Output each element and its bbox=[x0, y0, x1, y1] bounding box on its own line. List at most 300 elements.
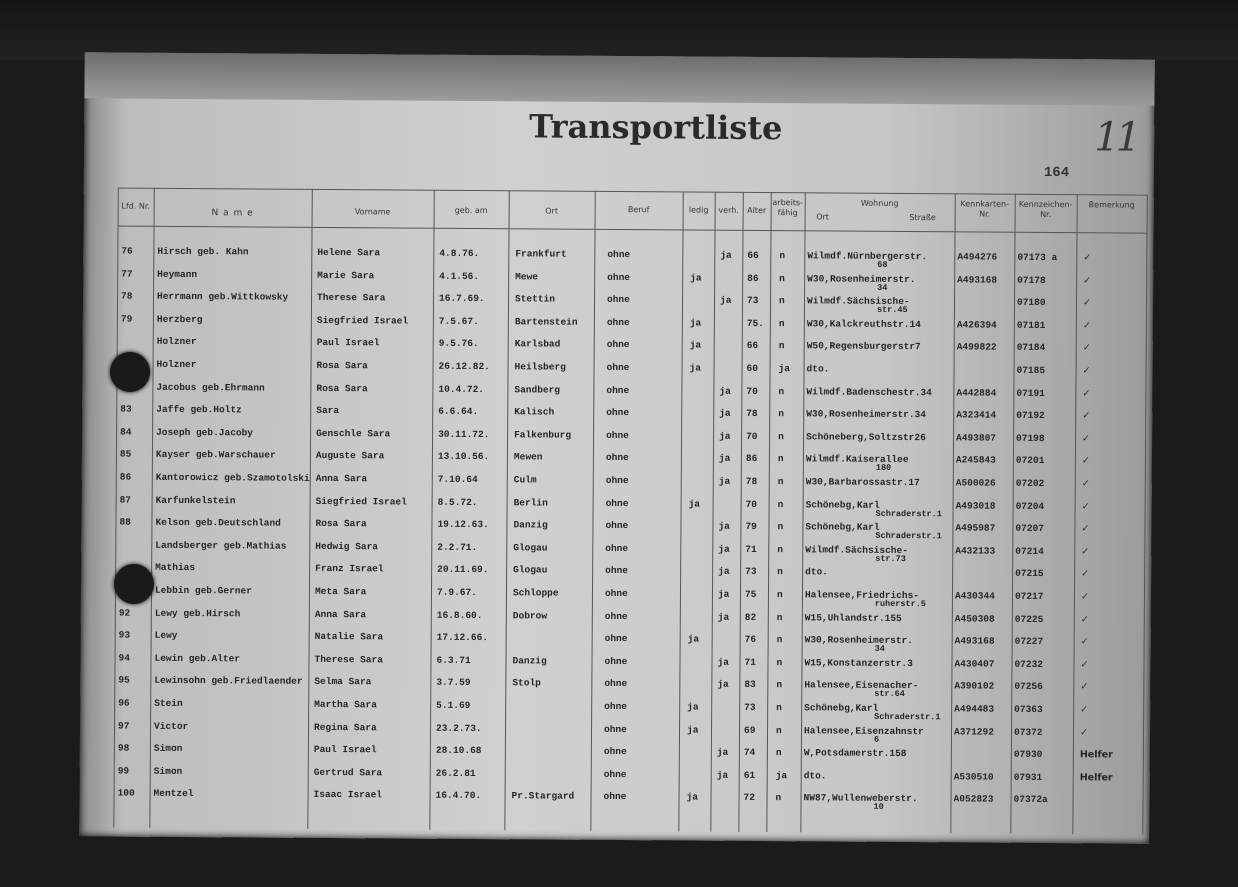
row-beruf: ohne bbox=[604, 700, 628, 713]
row-wohnung: W50,Regensburgerstr7 bbox=[806, 340, 921, 353]
row-wohnung-continued: Schraderstr.1 bbox=[875, 530, 942, 542]
row-wohnung-continued: Schraderstr.1 bbox=[875, 508, 942, 519]
row-geburtsdatum: 16.4.70. bbox=[435, 790, 482, 802]
row-alter: 61 bbox=[743, 769, 756, 781]
row-verheiratet: ja bbox=[717, 588, 730, 600]
row-ort: Glogau bbox=[513, 564, 548, 576]
row-bemerkung: ✓ bbox=[1082, 297, 1092, 309]
row-ort: Glogau bbox=[513, 542, 548, 554]
row-number: 87 bbox=[119, 494, 132, 506]
row-geburtsdatum: 19.12.63. bbox=[437, 518, 489, 531]
row-geburtsdatum: 10.4.72. bbox=[438, 383, 485, 395]
row-ort: Schloppe bbox=[512, 587, 559, 599]
row-kennkarte: A494276 bbox=[957, 251, 998, 263]
row-wohnung: W30,Kalckreuthstr.14 bbox=[806, 318, 921, 330]
row-alter: 60 bbox=[746, 362, 759, 374]
row-name: Simon bbox=[153, 765, 183, 777]
row-wohnung: Schönebg,Karl bbox=[804, 702, 879, 714]
row-bemerkung: ✓ bbox=[1080, 704, 1089, 716]
row-number: 93 bbox=[118, 629, 131, 641]
row-beruf: ohne bbox=[604, 587, 628, 600]
row-kennzeichen: 07173 a bbox=[1017, 251, 1058, 264]
row-vorname: Therese Sara bbox=[314, 653, 383, 666]
row-name: Mathias bbox=[155, 562, 196, 574]
row-arbeitsfaehig: n bbox=[776, 679, 783, 691]
row-number: 98 bbox=[117, 742, 130, 754]
row-verheiratet: ja bbox=[719, 294, 732, 306]
row-beruf: ohne bbox=[606, 294, 630, 306]
row-ort: Danzig bbox=[513, 519, 548, 531]
row-number: 99 bbox=[117, 765, 130, 777]
row-wohnung: W30,Rosenheimerstr.34 bbox=[806, 408, 927, 421]
row-vorname: Marie Sara bbox=[317, 269, 375, 281]
row-geburtsdatum: 6.6.64. bbox=[438, 405, 479, 418]
row-kennkarte: A495987 bbox=[955, 522, 996, 534]
punch-hole bbox=[110, 352, 150, 392]
row-wohnung: Wilmdf.Sächsische- bbox=[806, 295, 910, 308]
row-name: Lewin geb.Alter bbox=[154, 652, 241, 665]
row-verheiratet: ja bbox=[716, 746, 729, 758]
row-wohnung: dto. bbox=[806, 363, 830, 375]
row-wohnung-continued: 34 bbox=[877, 282, 888, 293]
row-bemerkung: ✓ bbox=[1079, 726, 1089, 738]
row-vorname: Anna Sara bbox=[315, 472, 368, 485]
row-arbeitsfaehig: n bbox=[777, 498, 784, 510]
row-name: Joseph geb.Jacoby bbox=[156, 426, 254, 439]
row-arbeitsfaehig: n bbox=[777, 566, 783, 578]
row-beruf: ohne bbox=[604, 610, 628, 622]
row-vorname: Siegfried Israel bbox=[315, 495, 407, 508]
row-kennzeichen: 07363 bbox=[1014, 703, 1043, 715]
row-bemerkung: ✓ bbox=[1081, 523, 1090, 535]
row-beruf: ohne bbox=[605, 565, 628, 577]
row-geburtsdatum: 3.7.59 bbox=[436, 677, 471, 689]
row-wohnung: NW87,Wullenweberstr. bbox=[803, 792, 918, 805]
row-ort: Frankfurt bbox=[515, 248, 567, 260]
transport-list-sheet bbox=[79, 52, 1154, 843]
row-number: 95 bbox=[118, 674, 130, 686]
row-kennzeichen: 07372 bbox=[1013, 726, 1043, 738]
row-name: Herzberg bbox=[156, 313, 203, 325]
row-vorname: Auguste Sara bbox=[315, 450, 385, 462]
row-beruf: ohne bbox=[605, 474, 629, 487]
row-wohnung-continued: Schraderstr.1 bbox=[874, 711, 941, 723]
row-kennzeichen: 07372a bbox=[1013, 794, 1048, 806]
header-wohnung-ort: Ort bbox=[816, 212, 830, 222]
row-alter: 73 bbox=[745, 566, 757, 578]
row-alter: 75 bbox=[744, 588, 757, 600]
row-verheiratet: ja bbox=[717, 679, 729, 691]
row-arbeitsfaehig: n bbox=[775, 747, 782, 759]
sheet-shadow-band bbox=[84, 52, 1154, 105]
row-arbeitsfaehig: n bbox=[776, 589, 783, 601]
row-geburtsdatum: 7.9.67. bbox=[436, 586, 477, 599]
row-geburtsdatum: 7.10.64 bbox=[437, 473, 478, 486]
row-verheiratet: ja bbox=[719, 385, 731, 397]
row-number: 92 bbox=[118, 607, 131, 619]
header-beruf: Beruf bbox=[627, 205, 650, 215]
row-beruf: ohne bbox=[606, 361, 630, 374]
document-title: Transportliste bbox=[529, 107, 783, 148]
row-vorname: Sara bbox=[316, 405, 340, 417]
row-geburtsdatum: 4.1.56. bbox=[439, 270, 480, 282]
row-alter: 83 bbox=[744, 679, 756, 691]
row-beruf: ohne bbox=[604, 633, 628, 645]
row-bemerkung: ✓ bbox=[1083, 274, 1092, 286]
row-beruf: ohne bbox=[603, 791, 627, 803]
row-verheiratet: ja bbox=[719, 430, 731, 442]
row-name: Victor bbox=[154, 720, 189, 732]
row-bemerkung: ✓ bbox=[1081, 546, 1090, 558]
row-bemerkung: ✓ bbox=[1081, 568, 1090, 580]
row-alter: 78 bbox=[746, 408, 758, 420]
row-arbeitsfaehig: n bbox=[777, 521, 784, 533]
row-kennkarte: A371292 bbox=[953, 725, 994, 738]
row-kennzeichen: 07232 bbox=[1014, 658, 1044, 670]
row-wohnung-continued: 68 bbox=[877, 259, 888, 270]
row-beruf: ohne bbox=[607, 248, 631, 261]
row-vorname: Helene Sara bbox=[317, 246, 381, 259]
row-ort: Pr.Stargard bbox=[511, 790, 575, 803]
row-kennzeichen: 07180 bbox=[1016, 296, 1046, 309]
row-ledig: ja bbox=[686, 724, 699, 736]
row-wohnung: W30,Barbarossastr.17 bbox=[805, 476, 920, 489]
row-arbeitsfaehig: n bbox=[776, 656, 783, 668]
row-name: Lebbin geb.Gerner bbox=[154, 584, 252, 597]
row-geburtsdatum: 16.8.60. bbox=[436, 609, 483, 621]
row-vorname: Anna Sara bbox=[314, 608, 367, 620]
row-beruf: ohne bbox=[606, 384, 630, 396]
row-name: Kelson geb.Deutschland bbox=[155, 516, 281, 529]
row-geburtsdatum: 6.3.71 bbox=[436, 654, 471, 666]
row-vorname: Meta Sara bbox=[314, 585, 367, 598]
row-geburtsdatum: 8.5.72. bbox=[437, 496, 478, 508]
row-arbeitsfaehig: n bbox=[776, 611, 783, 623]
row-verheiratet: ja bbox=[718, 566, 730, 578]
row-arbeitsfaehig: n bbox=[778, 295, 785, 307]
header-verh: verh. bbox=[718, 205, 739, 215]
row-name: Kantorowicz geb.Szamotolski bbox=[155, 471, 310, 484]
row-arbeitsfaehig: n bbox=[777, 453, 784, 465]
row-number: 77 bbox=[121, 268, 133, 280]
row-name: Lewy bbox=[154, 629, 178, 642]
row-geburtsdatum: 30.11.72. bbox=[438, 428, 490, 440]
row-number: 84 bbox=[120, 426, 132, 438]
row-beruf: ohne bbox=[607, 271, 631, 283]
row-vorname: Rosa Sara bbox=[316, 359, 368, 372]
row-geburtsdatum: 26.12.82. bbox=[438, 360, 490, 373]
row-number: 94 bbox=[118, 652, 130, 664]
row-kennkarte: A500026 bbox=[955, 477, 996, 489]
transport-table bbox=[113, 188, 1147, 835]
row-geburtsdatum: 13.10.56. bbox=[437, 451, 490, 463]
row-verheiratet: ja bbox=[716, 769, 729, 781]
row-verheiratet: ja bbox=[718, 475, 731, 487]
row-beruf: ohne bbox=[603, 768, 627, 780]
row-wohnung: dto. bbox=[805, 566, 828, 578]
row-wohnung: Wilmdf.Nürnbergerstr. bbox=[807, 250, 928, 263]
row-geburtsdatum: 9.5.76. bbox=[438, 338, 479, 350]
row-arbeitsfaehig: n bbox=[778, 430, 784, 442]
header-wohnung: Wohnung bbox=[860, 198, 899, 208]
row-vorname: Genschle Sara bbox=[316, 427, 391, 440]
row-name: Jacobus geb.Ehrmann bbox=[156, 381, 265, 394]
row-bemerkung: ✓ bbox=[1081, 500, 1090, 512]
table-header-rule bbox=[118, 226, 1148, 234]
row-ort: Bartenstein bbox=[514, 316, 578, 328]
row-geburtsdatum: 5.1.69 bbox=[436, 699, 471, 711]
row-geburtsdatum: 20.11.69. bbox=[437, 564, 489, 576]
row-name: Heymann bbox=[157, 268, 198, 280]
row-name: Holzner bbox=[156, 336, 197, 348]
film-border-top bbox=[0, 0, 1238, 60]
row-alter: 78 bbox=[745, 475, 758, 487]
row-vorname: Rosa Sara bbox=[315, 518, 367, 530]
row-kennzeichen: 07225 bbox=[1014, 613, 1044, 625]
row-wohnung: W30,Rosenheimerstr. bbox=[807, 272, 916, 285]
row-wohnung: Schönebg,Karl bbox=[805, 498, 880, 511]
row-vorname: Natalie Sara bbox=[314, 631, 384, 643]
row-ort: Stolp bbox=[512, 677, 541, 689]
row-kennkarte: A442884 bbox=[956, 386, 997, 399]
row-vorname: Franz Israel bbox=[315, 563, 384, 575]
row-verheiratet: ja bbox=[718, 543, 730, 555]
row-kennkarte: A390102 bbox=[954, 680, 995, 693]
row-kennkarte: A450308 bbox=[954, 612, 995, 625]
row-ledig: ja bbox=[689, 339, 702, 351]
row-beruf: ohne bbox=[606, 316, 630, 328]
row-alter: 71 bbox=[744, 656, 756, 668]
row-number: 86 bbox=[119, 471, 132, 483]
row-kennzeichen: 07214 bbox=[1015, 545, 1044, 557]
row-number: 96 bbox=[118, 697, 130, 709]
header-bemerkungen: Bemerkung bbox=[1088, 200, 1135, 210]
row-verheiratet: ja bbox=[718, 520, 730, 532]
row-alter: 79 bbox=[745, 521, 757, 533]
row-arbeitsfaehig: n bbox=[776, 634, 783, 646]
row-bemerkung: ✓ bbox=[1083, 252, 1092, 264]
row-name: Jaffe geb.Holtz bbox=[156, 403, 242, 416]
row-alter: 73 bbox=[744, 701, 756, 713]
row-alter: 70 bbox=[746, 430, 758, 442]
row-bemerkung: ✓ bbox=[1081, 455, 1090, 467]
row-verheiratet: ja bbox=[717, 611, 730, 623]
row-arbeitsfaehig: n bbox=[775, 724, 782, 736]
page-number: 164 bbox=[1043, 164, 1070, 182]
row-bemerkung: ✓ bbox=[1082, 433, 1091, 445]
row-name: Simon bbox=[153, 742, 183, 755]
header-lfd: Lfd. Nr. bbox=[121, 201, 150, 211]
row-wohnung-continued: str.73 bbox=[875, 553, 906, 564]
row-wohnung: Wilmdf.Sächsische- bbox=[805, 544, 908, 556]
row-kennzeichen: 07931 bbox=[1013, 771, 1043, 783]
row-vorname: Paul Israel bbox=[313, 744, 377, 756]
row-kennzeichen: 07191 bbox=[1016, 387, 1045, 399]
row-ledig: ja bbox=[689, 362, 702, 374]
row-name: Lewinsohn geb.Friedlaender bbox=[154, 675, 303, 688]
row-alter: 74 bbox=[743, 747, 756, 759]
row-geburtsdatum: 16.7.69. bbox=[439, 292, 485, 305]
row-arbeitsfaehig: ja bbox=[778, 363, 791, 375]
row-kennkarte: A493018 bbox=[955, 499, 996, 512]
row-kennkarte: A530510 bbox=[953, 771, 994, 783]
row-kennzeichen: 07930 bbox=[1013, 748, 1043, 761]
row-alter: 75. bbox=[746, 317, 765, 329]
row-vorname: Selma Sara bbox=[314, 676, 372, 688]
row-bemerkung: ✓ bbox=[1082, 410, 1091, 422]
row-name: Lewy geb.Hirsch bbox=[154, 607, 241, 619]
row-ledig: ja bbox=[686, 791, 699, 803]
punch-hole bbox=[114, 564, 154, 604]
row-arbeitsfaehig: n bbox=[778, 408, 784, 420]
header-vorname: Vorname bbox=[354, 207, 391, 217]
row-alter: 73 bbox=[746, 295, 759, 307]
row-name: Kayser geb.Warschauer bbox=[155, 449, 276, 462]
row-number: 85 bbox=[119, 448, 132, 461]
row-name: Holzner bbox=[156, 358, 197, 371]
row-wohnung: Halensee,Eisenacher- bbox=[804, 679, 919, 692]
row-wohnung-continued: str.45 bbox=[876, 304, 908, 316]
row-ledig: ja bbox=[690, 272, 702, 284]
row-bemerkung: ✓ bbox=[1080, 636, 1089, 648]
row-beruf: ohne bbox=[606, 339, 630, 351]
row-name: Landsberger geb.Mathias bbox=[155, 539, 287, 552]
row-kennkarte: A432133 bbox=[955, 545, 996, 557]
row-ort: Heilsberg bbox=[514, 361, 566, 373]
row-kennzeichen: 07184 bbox=[1016, 342, 1046, 354]
row-beruf: ohne bbox=[606, 407, 630, 419]
row-name: Herrmann geb.Wittkowsky bbox=[157, 290, 289, 303]
header-alter: Alter bbox=[747, 205, 767, 216]
header-ort: Ort bbox=[545, 206, 559, 216]
row-bemerkung: ✓ bbox=[1082, 342, 1091, 354]
row-kennkarte: A499822 bbox=[956, 341, 997, 354]
row-ort: Dobrow bbox=[512, 609, 548, 622]
row-beruf: ohne bbox=[605, 520, 629, 532]
row-kennzeichen: 07198 bbox=[1016, 432, 1045, 444]
row-wohnung-continued: ruherstr.5 bbox=[874, 598, 926, 610]
row-wohnung: Halensee,Friedrichs- bbox=[804, 589, 920, 602]
row-geburtsdatum: 7.5.67. bbox=[438, 315, 479, 327]
header-kennkarte: Kennkarten- Nr. bbox=[960, 199, 1010, 219]
row-beruf: ohne bbox=[604, 678, 628, 690]
row-vorname: Hedwig Sara bbox=[315, 540, 379, 553]
row-wohnung: Schönebg,Karl bbox=[805, 521, 880, 534]
row-wohnung-continued: str.64 bbox=[874, 689, 905, 700]
row-number: 79 bbox=[120, 313, 133, 325]
row-beruf: ohne bbox=[605, 542, 629, 554]
row-wohnung: Wilmdf.Kaiserallee bbox=[805, 453, 909, 466]
row-arbeitsfaehig: n bbox=[778, 317, 785, 329]
table-header-rule bbox=[118, 188, 1148, 196]
row-ledig: ja bbox=[687, 633, 700, 645]
row-kennzeichen: 07204 bbox=[1015, 500, 1045, 512]
row-bemerkung: ✓ bbox=[1080, 591, 1089, 603]
row-name: Hirsch geb. Kahn bbox=[157, 245, 249, 258]
row-ort: Sandberg bbox=[514, 383, 561, 396]
row-kennkarte: A493168 bbox=[957, 273, 998, 286]
row-wohnung: W15,Konstanzerstr.3 bbox=[804, 657, 913, 669]
row-arbeitsfaehig: n bbox=[777, 543, 784, 555]
row-bemerkung: ✓ bbox=[1080, 681, 1089, 693]
row-wohnung-continued: 6 bbox=[873, 734, 880, 745]
row-arbeitsfaehig: n bbox=[779, 250, 786, 262]
row-kennzeichen: 07215 bbox=[1015, 568, 1044, 580]
row-kennzeichen: 07202 bbox=[1015, 477, 1045, 489]
row-kennkarte: A245843 bbox=[955, 454, 996, 467]
row-ort: Karlsbad bbox=[514, 338, 561, 350]
row-verheiratet: ja bbox=[719, 407, 731, 419]
row-ort: Kalisch bbox=[514, 406, 555, 418]
row-alter: 82 bbox=[744, 611, 757, 623]
row-kennzeichen: 07178 bbox=[1017, 274, 1046, 286]
row-beruf: ohne bbox=[605, 452, 629, 464]
row-vorname: Isaac Israel bbox=[313, 789, 383, 801]
row-ort: Berlin bbox=[513, 496, 548, 509]
row-arbeitsfaehig: n bbox=[775, 792, 782, 804]
row-kennkarte: A052823 bbox=[953, 793, 994, 806]
row-vorname: Siegfried Israel bbox=[316, 314, 409, 327]
row-name: Karfunkelstein bbox=[155, 494, 236, 506]
row-ort: Falkenburg bbox=[514, 429, 572, 441]
row-bemerkung: Helfer bbox=[1079, 772, 1113, 784]
row-alter: 71 bbox=[745, 543, 757, 555]
row-bemerkung: ✓ bbox=[1082, 387, 1091, 399]
row-bemerkung: ✓ bbox=[1082, 320, 1091, 332]
row-bemerkung: ✓ bbox=[1081, 478, 1090, 490]
row-alter: 86 bbox=[745, 453, 758, 465]
row-alter: 86 bbox=[747, 272, 759, 284]
row-kennzeichen: 07201 bbox=[1015, 455, 1045, 467]
row-number: 88 bbox=[119, 516, 131, 528]
row-wohnung-continued: 180 bbox=[875, 463, 892, 474]
row-arbeitsfaehig: ja bbox=[775, 769, 788, 781]
row-wohnung-continued: 34 bbox=[874, 643, 885, 655]
row-kennkarte: A430407 bbox=[954, 658, 995, 670]
row-wohnung: Wilmdf.Badenschestr.34 bbox=[806, 385, 932, 398]
row-beruf: ohne bbox=[603, 723, 627, 735]
row-ort: Mewen bbox=[513, 451, 543, 463]
row-wohnung: W15,Uhlandstr.155 bbox=[804, 611, 902, 624]
row-kennkarte: A493168 bbox=[954, 635, 995, 647]
row-verheiratet: ja bbox=[717, 656, 729, 668]
row-alter: 66 bbox=[746, 340, 759, 352]
row-kennkarte: A430344 bbox=[954, 590, 995, 602]
row-beruf: ohne bbox=[606, 429, 629, 441]
row-bemerkung: ✓ bbox=[1080, 659, 1089, 671]
row-verheiratet: ja bbox=[720, 249, 732, 261]
row-number: 78 bbox=[121, 290, 133, 302]
row-vorname: Rosa Sara bbox=[316, 382, 368, 394]
row-arbeitsfaehig: n bbox=[777, 476, 784, 488]
row-vorname: Therese Sara bbox=[317, 292, 386, 304]
row-geburtsdatum: 17.12.66. bbox=[436, 631, 489, 644]
row-number: 100 bbox=[117, 787, 135, 800]
row-bemerkung: ✓ bbox=[1082, 365, 1091, 377]
header-ledig: ledig bbox=[688, 205, 709, 215]
row-verheiratet: ja bbox=[718, 453, 731, 465]
row-ort: Danzig bbox=[512, 655, 547, 667]
row-alter: 76 bbox=[744, 634, 757, 646]
row-ledig: ja bbox=[689, 317, 702, 329]
row-bemerkung: ✓ bbox=[1080, 613, 1089, 625]
row-kennzeichen: 07192 bbox=[1016, 409, 1045, 422]
row-alter: 66 bbox=[747, 249, 759, 261]
row-name: Stein bbox=[154, 697, 183, 709]
row-kennkarte: A493807 bbox=[956, 432, 997, 444]
row-ledig: ja bbox=[688, 498, 701, 510]
row-number: 97 bbox=[118, 720, 130, 732]
